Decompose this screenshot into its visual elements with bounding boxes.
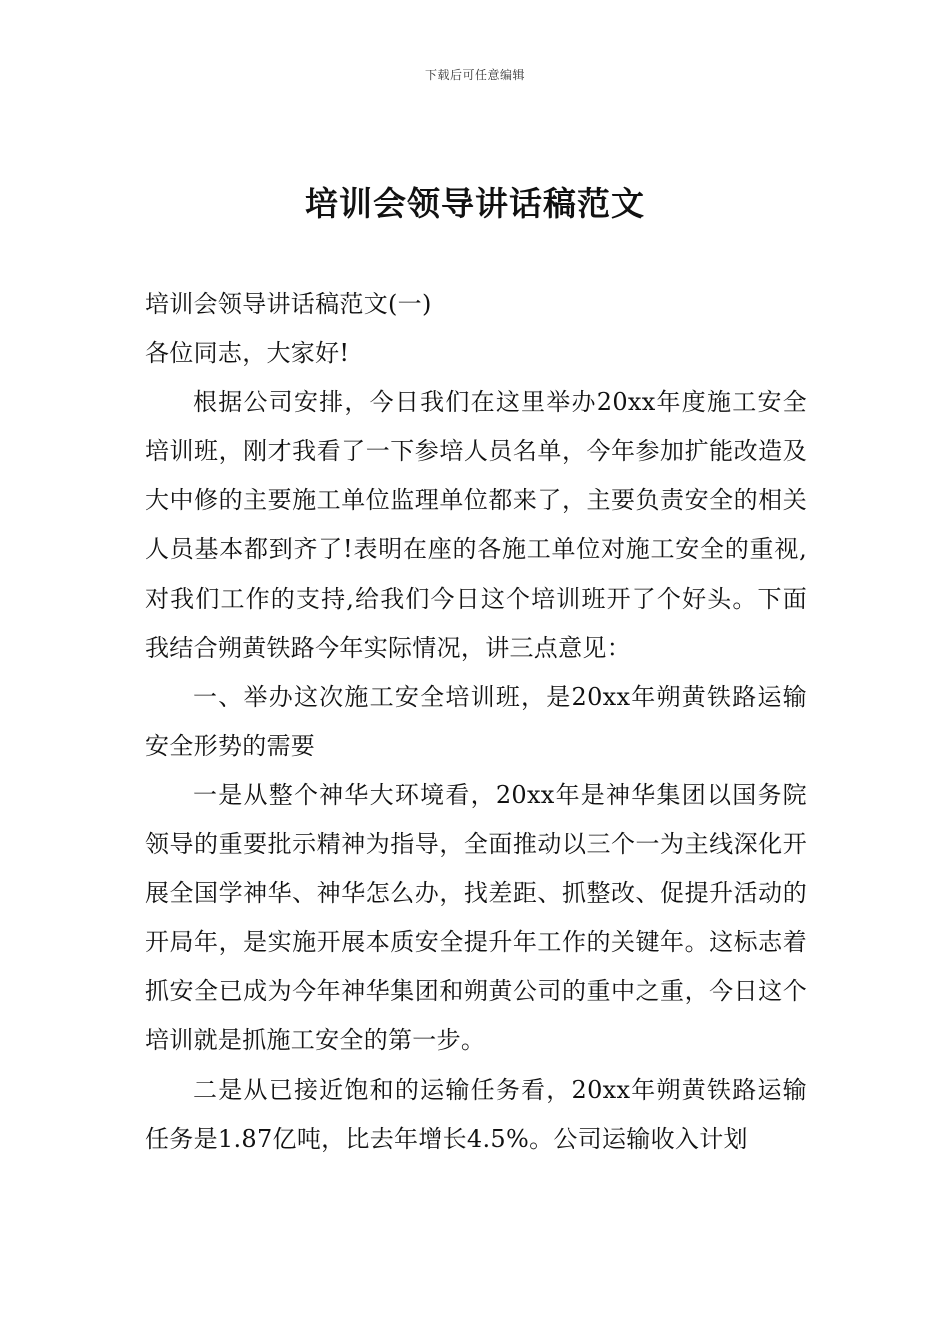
header-note: 下载后可任意编辑 (424, 68, 525, 82)
section-heading: 一、举办这次施工安全培训班，是20xx年朔黄铁路运输安全形势的需要 (145, 682, 807, 760)
paragraph: 根据公司安排，今日我们在这里举办20xx年度施工安全培训班，刚才我看了一下参培人员名单，今年参加扩能改造及大中修的主要施工单位监理单位都来了，主要负责安全的相关人员基本都到齐了!表明在座的各施工单位对施工安全的重视,对我们工作的支持,给我们今日这个培训班开了个好头。下面我结合朔黄铁路今年实际情况，讲三点意见： (145, 388, 807, 662)
paragraph: 二是从已接近饱和的运输任务看，20xx年朔黄铁路运输任务是1.87亿吨，比去年增长4.5%。公司运输收入计划 (145, 1075, 807, 1153)
document-body (145, 280, 807, 1164)
document-title: 培训会领导讲话稿范文 (305, 184, 645, 223)
paragraph: 一是从整个神华大环境看，20xx年是神华集团以国务院领导的重要批示精神为指导，全面推动以三个一为主线深化开展全国学神华、神华怎么办，找差距、抓整改、促提升活动的开局年，是实施开展本质安全提升年工作的关键年。这标志着抓安全已成为今年神华集团和朔黄公司的重中之重，今日这个培训就是抓施工安全的第一步。 (145, 780, 807, 1055)
salutation: 各位同志，大家好! (145, 339, 350, 368)
section-subtitle: 培训会领导讲话稿范文(一) (145, 290, 432, 318)
